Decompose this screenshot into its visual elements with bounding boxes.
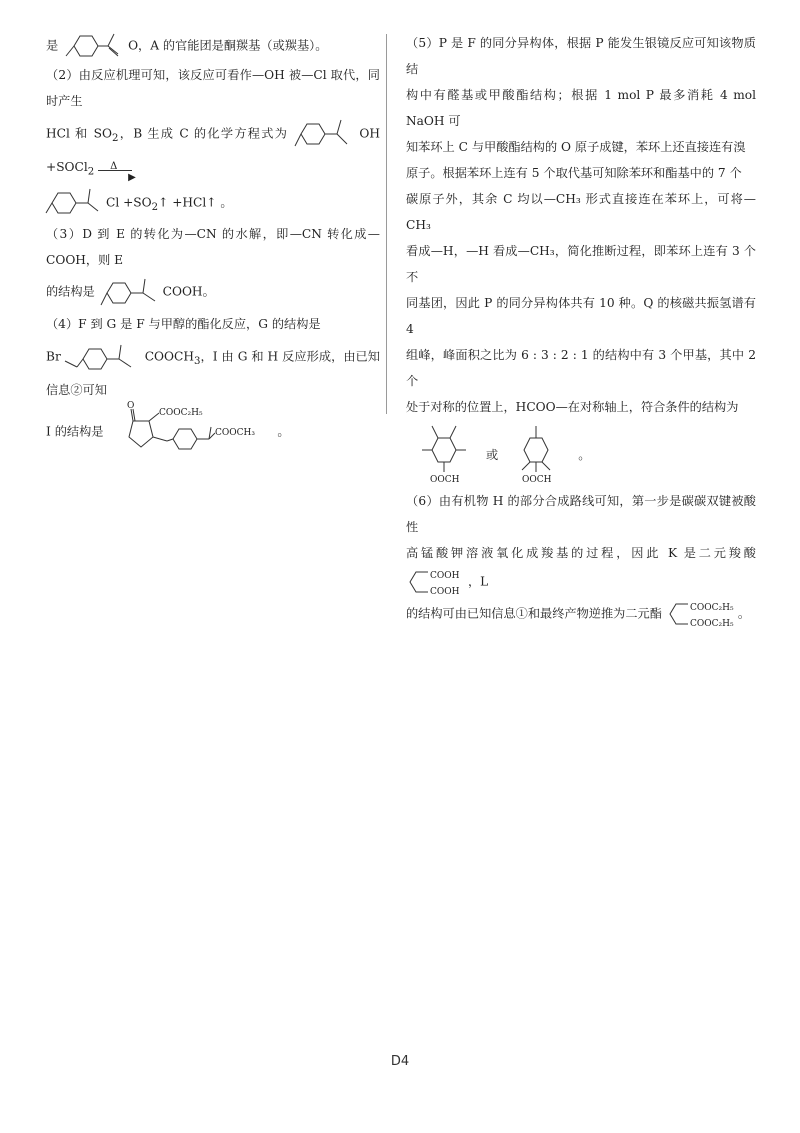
paragraph-1: 是 O，A 的官能团是酮羰基（或羰基）。 (46, 30, 380, 62)
isomer-structures: OOCH 或 OOCH 。 (416, 422, 756, 488)
paragraph-2: （2）由反应机理可知，该反应可看作—OH 被—Cl 取代，同时产生 HCl 和 $SO_2$，B 生成 C 的化学方程式为 OH +SOCl$_2$ Δ ▶ $Cl +SO_2↑$ +HCl↑ 。 (46, 62, 380, 221)
svg-text:COOCH₃: COOCH₃ (215, 428, 256, 439)
svg-text:COOH: COOH (430, 587, 460, 597)
svg-text:COOC₂H₅: COOC₂H₅ (159, 408, 203, 419)
paragraph-5: （5）P 是 F 的同分异构体，根据 P 能发生银镜反应可知该物质结 构中有醛基或甲酸酯结构；根据 1 mol P 最多消耗 4 mol NaOH 可 知苯环上 C 与甲酸酯结构的 O 原子成键，苯环上还直接连有溴 原子。根据苯环上连有 5 个取代基可知除苯环和酯基中的 7 个 碳原子外，其余 C 均以—CH₃ 形式直接连在苯环上，可将—CH₃ 看成—H，—H 看成—CH₃，简化推断过程，即苯环上连有 3 个不 同基团，因此 P 的同分异构体共有 10 种。Q 的核磁共振氢谱有 4 组峰，峰面积之比为 6 : 3 : 2 : 1 的结构中有 3 个甲基，其中 2 个 处于对称的位置上，HCOO—在对称轴上，符合条件的结构为 (406, 36, 756, 414)
structure-e-acid (99, 273, 163, 311)
svg-text:OOCH: OOCH (522, 475, 552, 485)
structure-g-ester (65, 337, 145, 377)
paragraph-4: （4）F 到 G 是 F 与甲醇的酯化反应，G 的结构是 Br $COOCH_3$，I 由 G 和 H 反应形成，由已知信息②可知 I 的结构是 O COOC₂H₅ COOCH₃ 。 (46, 311, 380, 461)
structure-q-isomer-2 (508, 422, 568, 488)
right-column (406, 30, 756, 630)
paragraph-6: （6）由有机物 H 的部分合成路线可知，第一步是碳碳双键被酸性 高锰酸钾溶液氧化成羧基的过程，因此 K 是二元羧酸 COOH COOH ，L 的结构可由已知信息①和最终产物逆推为二元酯 COOC₂H₅ COOC₂H₅ 。 (406, 494, 756, 629)
svg-text:OOCH: OOCH (430, 475, 460, 485)
svg-text:COOH: COOH (430, 571, 460, 581)
structure-q-isomer-1 (416, 422, 476, 488)
structure-i (107, 403, 277, 461)
structure-c-chloride (46, 185, 106, 221)
svg-text:O: O (127, 401, 135, 412)
reaction-arrow: Δ ▶ (98, 158, 136, 178)
structure-l-diester (666, 598, 738, 630)
page-number: D4 (390, 1054, 410, 1069)
structure-a-ketone (62, 30, 128, 62)
structure-k-diacid (406, 566, 468, 598)
column-divider (386, 34, 387, 414)
left-column (46, 30, 380, 461)
svg-text:COOC₂H₅: COOC₂H₅ (689, 619, 734, 629)
structure-b-alcohol (293, 114, 359, 154)
paragraph-3: （3）D 到 E 的转化为—CN 的水解，即—CN 转化成—COOH，则 E 的结构是 COOH。 (46, 221, 380, 311)
svg-text:COOC₂H₅: COOC₂H₅ (689, 603, 734, 613)
